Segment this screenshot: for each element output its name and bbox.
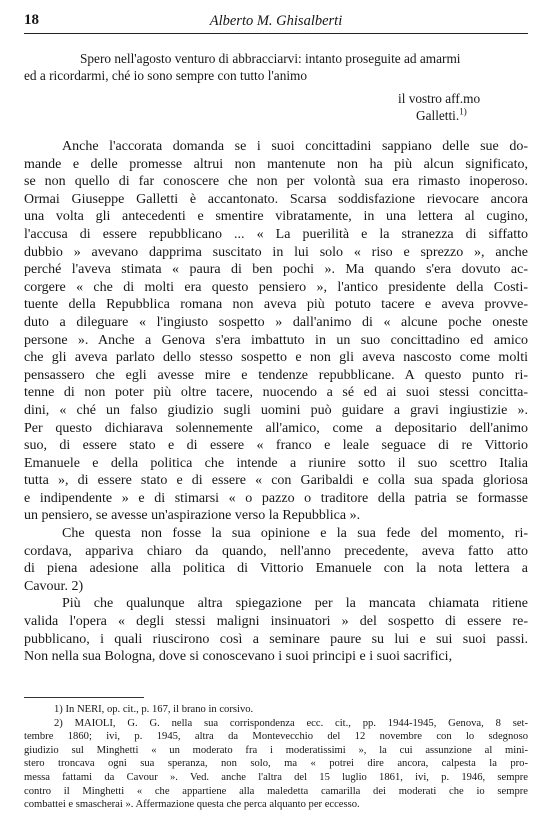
body-line: mande e delle promesse altrui non mantenute non ha più alcun significato, bbox=[24, 156, 528, 172]
footnote-line: contro il Minghetti « che appartiene alla maledetta camarilla dei moderati che io sempre bbox=[24, 785, 528, 797]
body-line: tutta », di essere stato e di essere « con Garibaldi e colla sua spada gloriosa bbox=[24, 473, 528, 489]
body-line: persone ». Anche a Genova s'era imbattuto in un suo concittadino ed amico bbox=[24, 332, 528, 348]
body-line: pubblicano, i quali riuscirono così a seminare paure su lui e sui suoi passi. bbox=[24, 631, 528, 647]
quote-line: ed a ricordarmi, ché io sono sempre con tutto l'animo bbox=[24, 68, 308, 83]
footnote-line: tembre 1860; ivi, p. 1945, altra da Montevecchio del 12 novembre con lo sdegnoso bbox=[24, 731, 528, 743]
body-line: Anche l'accorata domanda se i suoi concittadini sappiano delle sue do- bbox=[62, 139, 528, 154]
body-line: suo, di essere stato e di essere « franco e leale seguace di re Vittorio bbox=[24, 438, 528, 454]
body-line: Che questa non fosse la sua opinione e la sua fede del momento, ri- bbox=[62, 526, 528, 542]
signature-line bbox=[398, 107, 480, 124]
footnote-line: giudizio sul Minghetti « un moderato fra i moderatissimi », la cui assunzione al mini- bbox=[24, 744, 528, 756]
body-line: Più che qualunque altra spiegazione per la mancata chiamata ritiene bbox=[62, 596, 528, 612]
body-line: e indipendente » e di stimarsi « o pazzo o traditore della patria se formasse bbox=[24, 490, 528, 506]
footnote-line: stero troncava ogni sua speranza, non solo, ma « potrei dire ancora, calpesta la pro- bbox=[24, 758, 528, 770]
body-line: valida l'opera « degli stessi maligni insinuatori » del sospetto di essere re- bbox=[24, 614, 528, 630]
body-line: se non quello di far conoscere che non per volontà sua era rimasto inoperoso. bbox=[24, 174, 528, 190]
footnote-line: messa fattami da Cavour ». Ved. anche l'altra del 15 luglio 1861, ivi, p. 1946, sempre bbox=[24, 771, 528, 783]
body-line: Emanuele e della politica che intende a riunire sotto il suo scettro Italia bbox=[24, 455, 528, 471]
quoted-letter bbox=[24, 50, 528, 84]
footnote-ref: 1) bbox=[459, 106, 467, 117]
footnote-rule bbox=[24, 697, 144, 698]
page-header bbox=[24, 12, 528, 34]
footnote-line: 2) MAIOLI, G. G. nella sua corrispondenza ecc. cit., pp. 1944-1945, Genova, 8 set- bbox=[54, 717, 528, 729]
body-line: una volta gli antecedenti e smentire vibratamente, in una lettera al cugino, bbox=[24, 209, 528, 225]
body-line: perché l'aveva stimata « paura di ben pochi ». Ma quando s'era dovuto ac- bbox=[24, 262, 528, 278]
body-line: che gli aveva parlato dello stesso sospetto e non gli aveva nascosto come molti bbox=[24, 350, 528, 366]
body-line: Ormai Giuseppe Galletti è accantonato. Scarsa soddisfazione rievocare ancora bbox=[24, 191, 528, 207]
body-line: cordava, appariva chiaro da quando, nell'anno precedente, aveva fatto atto bbox=[24, 543, 528, 559]
body-line: Per questo dichiarava solennemente all'amico, come a depositario dell'animo bbox=[24, 420, 528, 436]
body-line: corgere « che di molti era questo pensiero », l'antico presidente della Costi- bbox=[24, 279, 528, 295]
closing-line: il vostro aff.mo bbox=[398, 91, 481, 106]
body-line: tenne di non poter più oltre tacere, nuocendo a sé ed ai suoi stessi concitta- bbox=[24, 385, 528, 401]
body-text bbox=[24, 138, 528, 666]
body-line: di piena adesione alla politica di Vittorio Emanuele con la nota lettera a bbox=[24, 561, 528, 577]
footnotes bbox=[24, 703, 528, 812]
body-line: duto a dileguare « l'ingiusto sospetto » dall'animo di « alcune poche oneste bbox=[24, 314, 528, 330]
body-line: dubbio » avevano dapprima suscitato in lui solo « riso e sprezzo », anche bbox=[24, 244, 528, 260]
footnote-line: combattei e smascherai ». Affermazione questa che perca alquanto per eccesso. bbox=[24, 799, 360, 811]
body-line: l'accusa di essere repubblicano ... « La puerilità e la stranezza di siffatto bbox=[24, 226, 528, 242]
letter-closing bbox=[398, 90, 480, 124]
header-rule bbox=[24, 33, 528, 34]
body-line: Non nella sua Bologna, dove si conoscevano i suoi principi e i suoi sacrifici, bbox=[24, 649, 453, 665]
footnote-line: 1) In NERI, op. cit., p. 167, il brano in corsivo. bbox=[54, 704, 254, 715]
quote-line: Spero nell'agosto venturo di abbracciarvi: intanto proseguite ad amarmi bbox=[80, 51, 461, 66]
signature: Galletti. bbox=[416, 108, 460, 123]
body-line: dini, « ché un falso giudizio sugli uomini può guidare a gravi ingiustizie ». bbox=[24, 402, 528, 418]
running-head: Alberto M. Ghisalberti bbox=[209, 13, 343, 29]
body-line: tuente della Repubblica romana non aveva più potuto tacere e aveva provve- bbox=[24, 297, 528, 313]
body-line: un pensiero, se avesse un'aspirazione verso la Repubblica ». bbox=[24, 508, 361, 524]
body-line: pensassero che egli avesse mire e tendenze repubblicane. A questo punto ri- bbox=[24, 367, 528, 383]
page-number: 18 bbox=[24, 12, 39, 28]
body-line: Cavour. 2) bbox=[24, 578, 84, 594]
